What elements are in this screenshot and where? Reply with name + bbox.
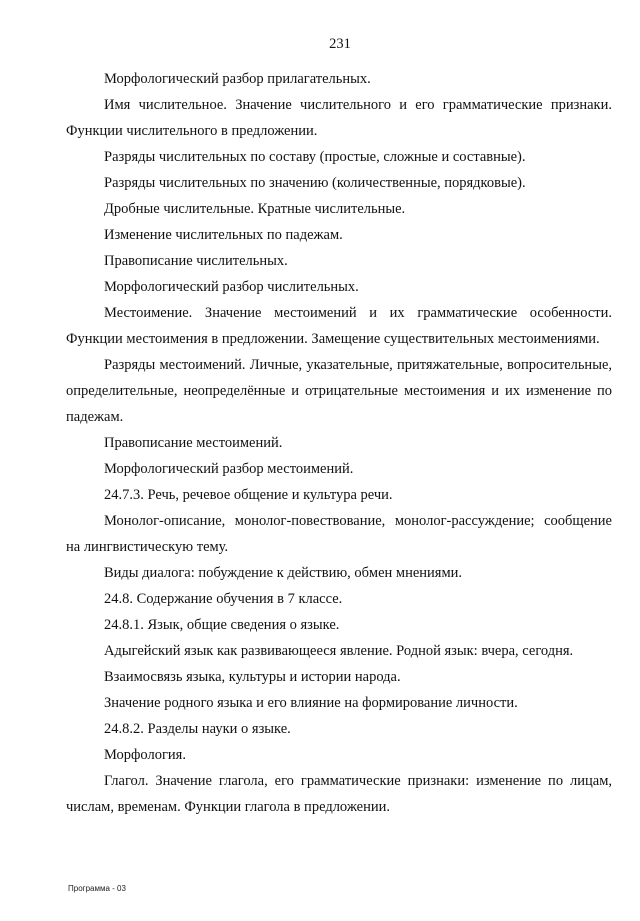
paragraph: Морфологический разбор местоимений. [104, 461, 354, 477]
paragraph: Изменение числительных по падежам. [104, 227, 343, 243]
paragraph: Дробные числительные. Кратные числительные. [104, 201, 406, 217]
paragraph: Разряды числительных по значению (количественные, порядковые). [104, 175, 526, 191]
paragraph: Значение родного языка и его влияние на формирование личности. [104, 695, 518, 711]
paragraph: Глагол. Значение глагола, его грамматические признаки: изменение по лицам, числам, временам. Функции глагола в предложении. [66, 773, 612, 815]
paragraph: Местоимение. Значение местоимений и их грамматические особенности. Функции местоимения в предложении. Замещение существительных местоимениями. [66, 305, 612, 347]
section-heading: 24.7.3. Речь, речевое общение и культура речи. [104, 487, 393, 503]
paragraph: Правописание местоимений. [104, 435, 283, 451]
paragraph: Имя числительное. Значение числительного и его грамматические признаки. Функции числительного в предложении. [66, 97, 612, 139]
page-footer: Программа - 03 [68, 884, 126, 893]
section-heading: 24.8.1. Язык, общие сведения о языке. [104, 617, 340, 633]
paragraph: Взаимосвязь языка, культуры и истории народа. [104, 669, 401, 685]
paragraph: Виды диалога: побуждение к действию, обмен мнениями. [104, 565, 463, 581]
paragraph: Адыгейский язык как развивающееся явление. Родной язык: вчера, сегодня. [104, 643, 574, 659]
paragraph: Морфологический разбор числительных. [104, 279, 359, 295]
section-heading: 24.8.2. Разделы науки о языке. [104, 721, 291, 737]
paragraph: Морфологический разбор прилагательных. [104, 71, 371, 87]
paragraph: Правописание числительных. [104, 253, 288, 269]
paragraph: Морфология. [104, 747, 186, 763]
document-body [66, 66, 612, 820]
paragraph: Разряды местоимений. Личные, указательные, притяжательные, вопросительные, определительные, неопределённые и отрицательные местоимения и их изменение по падежам. [66, 357, 612, 425]
section-heading: 24.8. Содержание обучения в 7 классе. [104, 591, 343, 607]
paragraph: Монолог-описание, монолог-повествование, монолог-рассуждение; сообщение на лингвистическую тему. [66, 513, 612, 555]
paragraph: Разряды числительных по составу (простые, сложные и составные). [104, 149, 526, 165]
page-number: 231 [329, 36, 351, 52]
